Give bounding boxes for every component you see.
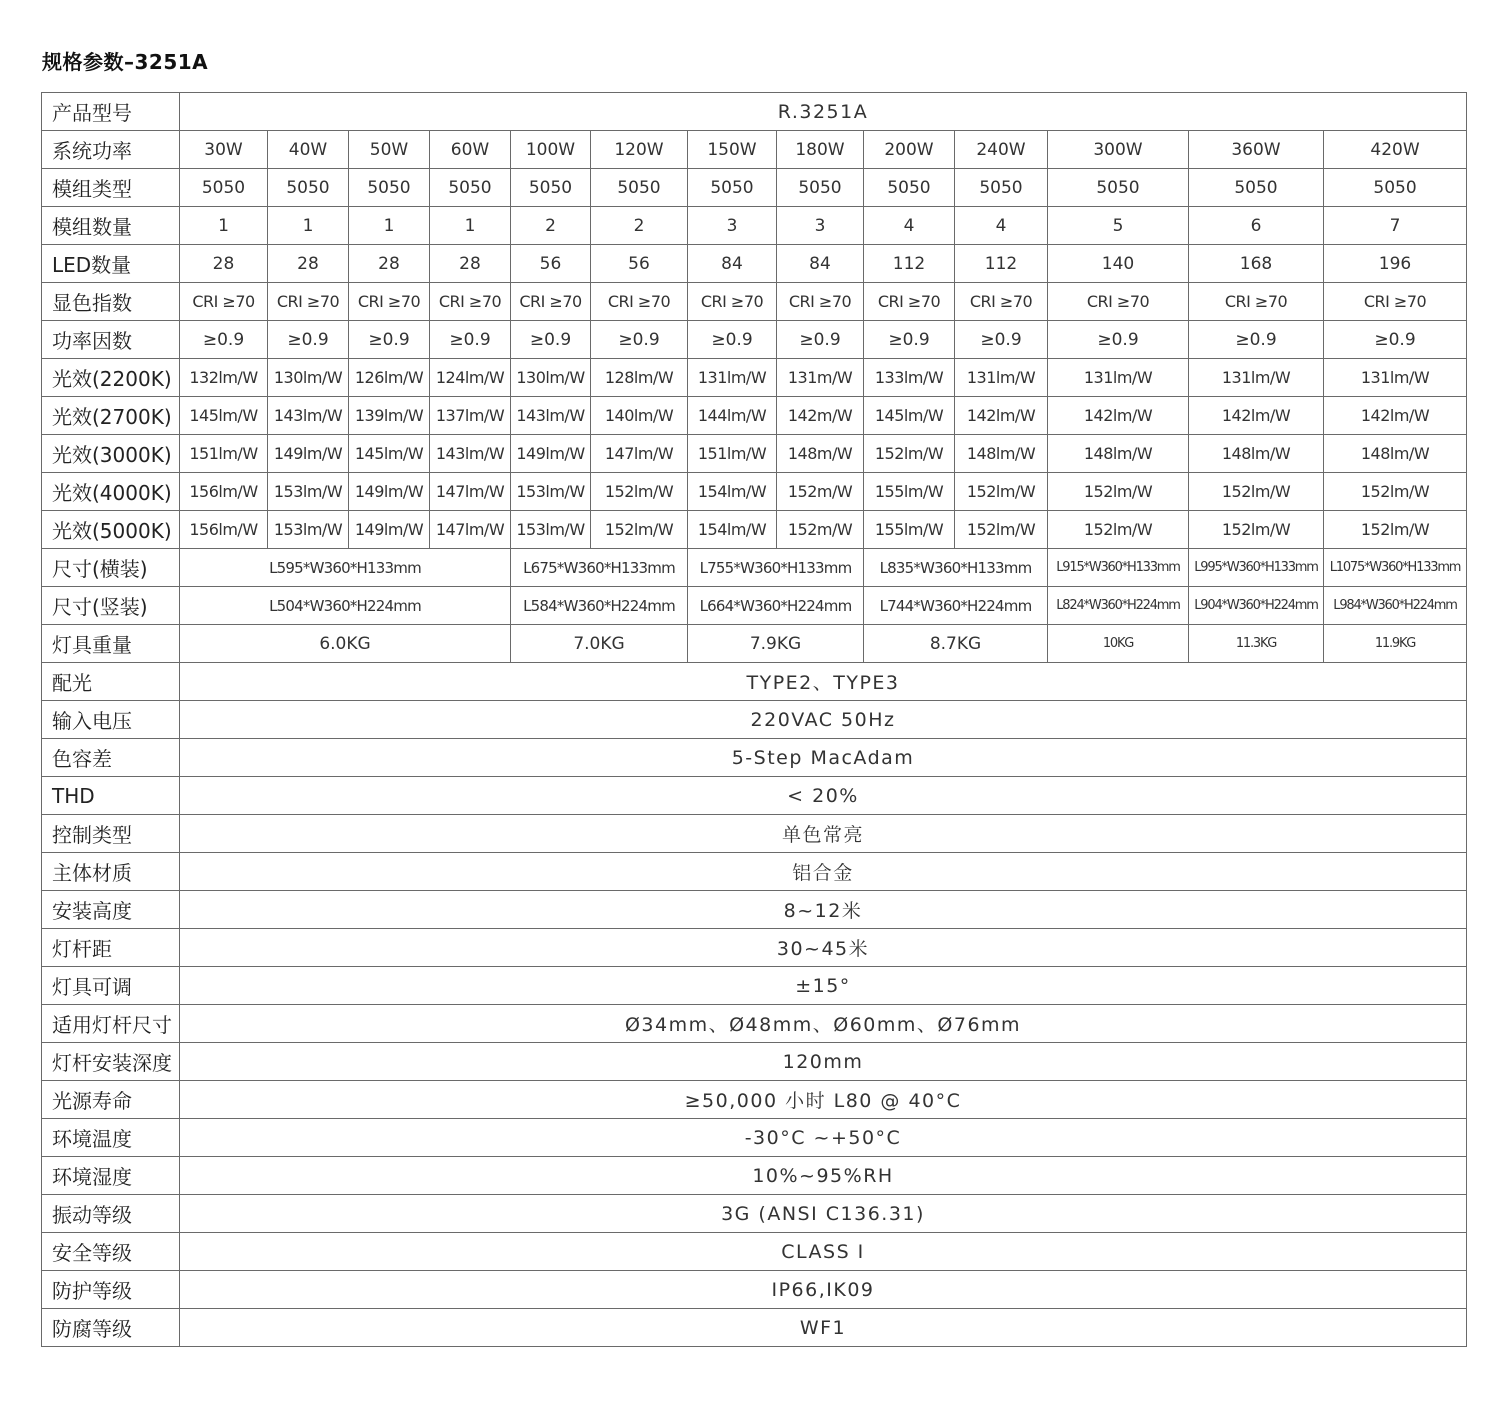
table-cell: 28: [180, 245, 268, 283]
table-cell: 152lm/W: [1048, 511, 1189, 549]
table-cell: CRI ≥70: [955, 283, 1048, 321]
table-cell: 151lm/W: [180, 435, 268, 473]
table-cell: 168: [1189, 245, 1324, 283]
spec-value: -30°C ~+50°C: [180, 1119, 1467, 1157]
row-label: 光源寿命: [42, 1081, 180, 1119]
table-cell: 150W: [688, 131, 777, 169]
table-cell: 2: [591, 207, 688, 245]
table-cell: ≥0.9: [688, 321, 777, 359]
table-cell: 152lm/W: [1189, 511, 1324, 549]
table-row: [42, 625, 1467, 663]
table-cell: 153lm/W: [268, 511, 349, 549]
table-cell: 148lm/W: [1048, 435, 1189, 473]
table-cell: L504*W360*H224mm: [180, 587, 511, 625]
table-cell: 142lm/W: [1189, 397, 1324, 435]
table-cell: 153lm/W: [511, 511, 591, 549]
table-cell: CRI ≥70: [511, 283, 591, 321]
table-cell: 137lm/W: [430, 397, 511, 435]
row-label: 配光: [42, 663, 180, 701]
table-cell: 142lm/W: [1048, 397, 1189, 435]
table-cell: L1075*W360*H133mm: [1324, 549, 1467, 587]
table-cell: 56: [591, 245, 688, 283]
table-cell: 5050: [591, 169, 688, 207]
table-cell: 152m/W: [777, 473, 864, 511]
table-cell: 156lm/W: [180, 511, 268, 549]
table-cell: 151lm/W: [688, 435, 777, 473]
row-label: 灯具可调: [42, 967, 180, 1005]
table-row: [42, 1271, 1467, 1309]
table-cell: ≥0.9: [430, 321, 511, 359]
table-cell: 1: [180, 207, 268, 245]
table-cell: ≥0.9: [864, 321, 955, 359]
spec-table: [41, 92, 1467, 1347]
row-label: 模组数量: [42, 207, 180, 245]
table-cell: 28: [268, 245, 349, 283]
table-row: [42, 1081, 1467, 1119]
table-cell: 84: [777, 245, 864, 283]
table-cell: L664*W360*H224mm: [688, 587, 864, 625]
table-cell: 152lm/W: [1189, 473, 1324, 511]
table-cell: 147lm/W: [430, 473, 511, 511]
table-cell: 152m/W: [777, 511, 864, 549]
table-cell: 140: [1048, 245, 1189, 283]
table-cell: 145lm/W: [349, 435, 430, 473]
table-row: [42, 777, 1467, 815]
table-cell: ≥0.9: [349, 321, 430, 359]
table-cell: CRI ≥70: [688, 283, 777, 321]
table-cell: 28: [430, 245, 511, 283]
row-label: 系统功率: [42, 131, 180, 169]
table-cell: 131lm/W: [1189, 359, 1324, 397]
row-label: 功率因数: [42, 321, 180, 359]
spec-value: 120mm: [180, 1043, 1467, 1081]
table-cell: CRI ≥70: [349, 283, 430, 321]
spec-value: 3G (ANSI C136.31): [180, 1195, 1467, 1233]
table-cell: 154lm/W: [688, 511, 777, 549]
table-cell: 1: [430, 207, 511, 245]
table-cell: 200W: [864, 131, 955, 169]
table-cell: 4: [955, 207, 1048, 245]
table-cell: 40W: [268, 131, 349, 169]
table-cell: 126lm/W: [349, 359, 430, 397]
row-label: 主体材质: [42, 853, 180, 891]
table-cell: 420W: [1324, 131, 1467, 169]
row-label: 输入电压: [42, 701, 180, 739]
table-row: [42, 131, 1467, 169]
table-row: [42, 1309, 1467, 1347]
spec-value: 30~45米: [180, 929, 1467, 967]
table-cell: 148lm/W: [955, 435, 1048, 473]
spec-table-body: [42, 93, 1467, 1347]
table-cell: 10KG: [1048, 625, 1189, 663]
spec-value: IP66,IK09: [180, 1271, 1467, 1309]
row-label: LED数量: [42, 245, 180, 283]
table-cell: 6: [1189, 207, 1324, 245]
spec-value: 5-Step MacAdam: [180, 739, 1467, 777]
table-cell: CRI ≥70: [430, 283, 511, 321]
row-label: 光效(2200K): [42, 359, 180, 397]
table-cell: ≥0.9: [591, 321, 688, 359]
row-label: 光效(5000K): [42, 511, 180, 549]
table-cell: 4: [864, 207, 955, 245]
table-cell: 60W: [430, 131, 511, 169]
table-row: [42, 929, 1467, 967]
table-cell: 11.3KG: [1189, 625, 1324, 663]
table-cell: 149lm/W: [268, 435, 349, 473]
spec-value: ±15°: [180, 967, 1467, 1005]
table-row: [42, 1195, 1467, 1233]
row-label: 环境湿度: [42, 1157, 180, 1195]
table-cell: 130lm/W: [268, 359, 349, 397]
table-row: [42, 321, 1467, 359]
table-cell: ≥0.9: [1324, 321, 1467, 359]
table-cell: 132lm/W: [180, 359, 268, 397]
spec-value: 8~12米: [180, 891, 1467, 929]
table-cell: 152lm/W: [955, 511, 1048, 549]
table-row: [42, 245, 1467, 283]
table-row: [42, 853, 1467, 891]
table-cell: 143lm/W: [511, 397, 591, 435]
table-row: [42, 473, 1467, 511]
table-cell: 142m/W: [777, 397, 864, 435]
table-cell: L824*W360*H224mm: [1048, 587, 1189, 625]
row-label: 环境温度: [42, 1119, 180, 1157]
table-cell: 131lm/W: [1324, 359, 1467, 397]
table-cell: 120W: [591, 131, 688, 169]
table-cell: 7: [1324, 207, 1467, 245]
table-cell: 124lm/W: [430, 359, 511, 397]
spec-value: WF1: [180, 1309, 1467, 1347]
table-cell: 5050: [1048, 169, 1189, 207]
table-cell: 149lm/W: [349, 511, 430, 549]
table-cell: 5050: [955, 169, 1048, 207]
row-label: 控制类型: [42, 815, 180, 853]
table-cell: L755*W360*H133mm: [688, 549, 864, 587]
table-cell: 100W: [511, 131, 591, 169]
table-cell: 5050: [180, 169, 268, 207]
table-cell: 142lm/W: [955, 397, 1048, 435]
row-label: 防护等级: [42, 1271, 180, 1309]
table-cell: 147lm/W: [430, 511, 511, 549]
table-cell: ≥0.9: [180, 321, 268, 359]
table-cell: 7.9KG: [688, 625, 864, 663]
table-cell: 5050: [268, 169, 349, 207]
row-label: 尺寸(横装): [42, 549, 180, 587]
table-cell: 56: [511, 245, 591, 283]
table-cell: 128lm/W: [591, 359, 688, 397]
table-cell: 5050: [1189, 169, 1324, 207]
table-cell: CRI ≥70: [180, 283, 268, 321]
row-label: 振动等级: [42, 1195, 180, 1233]
table-row: [42, 93, 1467, 131]
table-row: [42, 891, 1467, 929]
table-row: [42, 701, 1467, 739]
table-cell: 139lm/W: [349, 397, 430, 435]
table-cell: 5050: [349, 169, 430, 207]
table-cell: L995*W360*H133mm: [1189, 549, 1324, 587]
table-cell: L915*W360*H133mm: [1048, 549, 1189, 587]
table-cell: 148lm/W: [1189, 435, 1324, 473]
table-row: [42, 511, 1467, 549]
table-cell: 145lm/W: [180, 397, 268, 435]
table-cell: 153lm/W: [268, 473, 349, 511]
table-row: [42, 435, 1467, 473]
table-cell: 143lm/W: [430, 435, 511, 473]
row-label: 显色指数: [42, 283, 180, 321]
table-cell: 3: [777, 207, 864, 245]
table-cell: 153lm/W: [511, 473, 591, 511]
table-cell: 11.9KG: [1324, 625, 1467, 663]
table-cell: 152lm/W: [1048, 473, 1189, 511]
row-label: 光效(2700K): [42, 397, 180, 435]
table-cell: 28: [349, 245, 430, 283]
table-row: [42, 1119, 1467, 1157]
table-cell: 5050: [430, 169, 511, 207]
table-cell: 7.0KG: [511, 625, 688, 663]
table-cell: CRI ≥70: [591, 283, 688, 321]
table-cell: L595*W360*H133mm: [180, 549, 511, 587]
row-label: 防腐等级: [42, 1309, 180, 1347]
table-cell: 112: [955, 245, 1048, 283]
spec-value: < 20%: [180, 777, 1467, 815]
table-cell: 5050: [688, 169, 777, 207]
table-cell: 196: [1324, 245, 1467, 283]
table-cell: L904*W360*H224mm: [1189, 587, 1324, 625]
table-cell: 360W: [1189, 131, 1324, 169]
row-label: 产品型号: [42, 93, 180, 131]
table-cell: 145lm/W: [864, 397, 955, 435]
table-cell: 142lm/W: [1324, 397, 1467, 435]
table-row: [42, 1043, 1467, 1081]
table-cell: CRI ≥70: [1324, 283, 1467, 321]
table-cell: 2: [511, 207, 591, 245]
table-cell: 131lm/W: [1048, 359, 1189, 397]
table-row: [42, 967, 1467, 1005]
row-label: THD: [42, 777, 180, 815]
table-cell: 131lm/W: [688, 359, 777, 397]
table-cell: L984*W360*H224mm: [1324, 587, 1467, 625]
table-cell: 149lm/W: [511, 435, 591, 473]
table-cell: L835*W360*H133mm: [864, 549, 1048, 587]
table-cell: 152lm/W: [591, 473, 688, 511]
table-cell: 147lm/W: [591, 435, 688, 473]
table-cell: 50W: [349, 131, 430, 169]
table-cell: ≥0.9: [1048, 321, 1189, 359]
table-cell: 152lm/W: [591, 511, 688, 549]
table-cell: 140lm/W: [591, 397, 688, 435]
table-row: [42, 587, 1467, 625]
table-cell: 152lm/W: [955, 473, 1048, 511]
row-label: 光效(3000K): [42, 435, 180, 473]
table-row: [42, 739, 1467, 777]
table-cell: ≥0.9: [511, 321, 591, 359]
table-cell: 131lm/W: [955, 359, 1048, 397]
spec-value: 单色常亮: [180, 815, 1467, 853]
table-cell: 5050: [777, 169, 864, 207]
table-row: [42, 283, 1467, 321]
table-cell: CRI ≥70: [268, 283, 349, 321]
table-cell: 155lm/W: [864, 473, 955, 511]
table-cell: 300W: [1048, 131, 1189, 169]
table-cell: 112: [864, 245, 955, 283]
table-row: [42, 359, 1467, 397]
row-label: 灯杆距: [42, 929, 180, 967]
spec-value: 220VAC 50Hz: [180, 701, 1467, 739]
table-cell: 5050: [864, 169, 955, 207]
table-cell: CRI ≥70: [864, 283, 955, 321]
table-cell: 8.7KG: [864, 625, 1048, 663]
table-cell: 1: [268, 207, 349, 245]
spec-value: 铝合金: [180, 853, 1467, 891]
table-cell: 5050: [511, 169, 591, 207]
table-cell: 1: [349, 207, 430, 245]
spec-value: Ø34mm、Ø48mm、Ø60mm、Ø76mm: [180, 1005, 1467, 1043]
table-cell: ≥0.9: [1189, 321, 1324, 359]
table-cell: CRI ≥70: [1048, 283, 1189, 321]
table-cell: 133lm/W: [864, 359, 955, 397]
table-cell: 240W: [955, 131, 1048, 169]
spec-value: ≥50,000 小时 L80 @ 40°C: [180, 1081, 1467, 1119]
spec-value: CLASS I: [180, 1233, 1467, 1271]
row-label: 光效(4000K): [42, 473, 180, 511]
table-row: [42, 1157, 1467, 1195]
row-label: 安装高度: [42, 891, 180, 929]
table-row: [42, 397, 1467, 435]
page-title: 规格参数–3251A: [42, 50, 209, 74]
table-cell: 148lm/W: [1324, 435, 1467, 473]
table-cell: CRI ≥70: [777, 283, 864, 321]
table-row: [42, 1233, 1467, 1271]
table-cell: CRI ≥70: [1189, 283, 1324, 321]
table-cell: 155lm/W: [864, 511, 955, 549]
row-label: 模组类型: [42, 169, 180, 207]
table-row: [42, 815, 1467, 853]
row-label: 尺寸(竖装): [42, 587, 180, 625]
table-cell: ≥0.9: [777, 321, 864, 359]
table-row: [42, 663, 1467, 701]
table-cell: 152lm/W: [1324, 473, 1467, 511]
row-label: 安全等级: [42, 1233, 180, 1271]
table-cell: 30W: [180, 131, 268, 169]
row-label: 灯杆安装深度: [42, 1043, 180, 1081]
table-cell: ≥0.9: [955, 321, 1048, 359]
table-cell: 149lm/W: [349, 473, 430, 511]
table-cell: 156lm/W: [180, 473, 268, 511]
table-cell: ≥0.9: [268, 321, 349, 359]
table-cell: 152lm/W: [864, 435, 955, 473]
row-label: 色容差: [42, 739, 180, 777]
table-cell: 154lm/W: [688, 473, 777, 511]
table-cell: 148m/W: [777, 435, 864, 473]
table-row: [42, 207, 1467, 245]
spec-value: 10%~95%RH: [180, 1157, 1467, 1195]
table-cell: 130lm/W: [511, 359, 591, 397]
row-label: 灯具重量: [42, 625, 180, 663]
model-value: R.3251A: [180, 93, 1467, 131]
table-row: [42, 1005, 1467, 1043]
table-cell: 5: [1048, 207, 1189, 245]
table-cell: 5050: [1324, 169, 1467, 207]
table-cell: 3: [688, 207, 777, 245]
table-row: [42, 169, 1467, 207]
table-cell: 6.0KG: [180, 625, 511, 663]
table-cell: 84: [688, 245, 777, 283]
row-label: 适用灯杆尺寸: [42, 1005, 180, 1043]
table-cell: 180W: [777, 131, 864, 169]
table-cell: 143lm/W: [268, 397, 349, 435]
table-row: [42, 549, 1467, 587]
table-cell: 144lm/W: [688, 397, 777, 435]
table-cell: L584*W360*H224mm: [511, 587, 688, 625]
table-cell: L744*W360*H224mm: [864, 587, 1048, 625]
table-cell: 131m/W: [777, 359, 864, 397]
table-cell: 152lm/W: [1324, 511, 1467, 549]
table-cell: L675*W360*H133mm: [511, 549, 688, 587]
spec-value: TYPE2、TYPE3: [180, 663, 1467, 701]
